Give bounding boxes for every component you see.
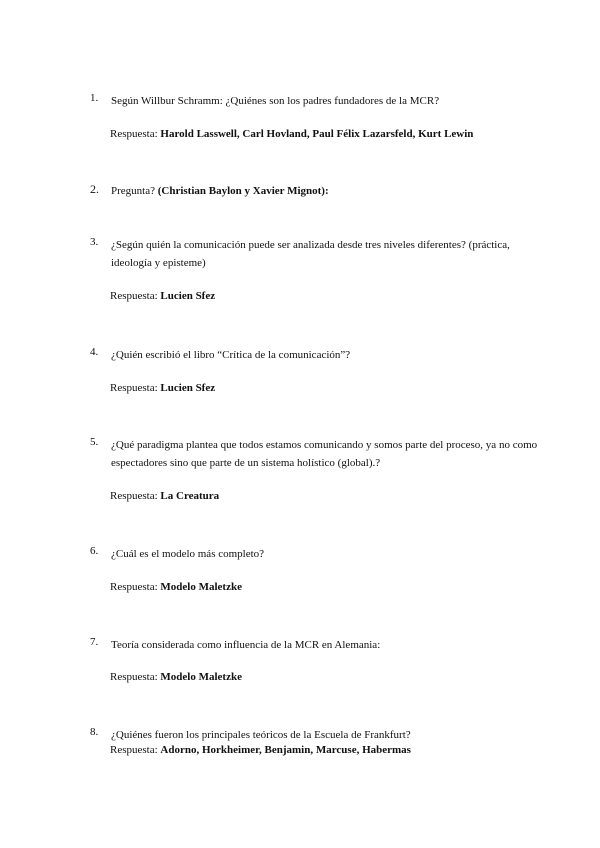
question-number: 5. bbox=[90, 436, 99, 448]
answer-label: Respuesta: bbox=[110, 382, 158, 394]
question-text: ¿Quiénes fueron los principales teóricos de la Escuela de Frankfurt? bbox=[111, 729, 411, 741]
answer-value: Modelo Maletzke bbox=[160, 581, 242, 593]
answer-value: Harold Lasswell, Carl Hovland, Paul Félix Lazarsfeld, Kurt Lewin bbox=[160, 128, 474, 140]
question-text: Teoría considerada como influencia de la MCR en Alemania: bbox=[111, 639, 381, 651]
answer-label: Respuesta: bbox=[110, 744, 158, 756]
answer-label: Respuesta: bbox=[110, 581, 158, 593]
answer-line bbox=[110, 290, 215, 302]
question-number: 2. bbox=[90, 182, 99, 196]
answer-line bbox=[110, 490, 219, 502]
question-number: 1. bbox=[90, 92, 99, 104]
question-text-bold: (Christian Baylon y Xavier Mignot): bbox=[157, 185, 329, 197]
answer-label: Respuesta: bbox=[110, 490, 158, 502]
question-number: 7. bbox=[90, 636, 99, 648]
question-text: Según Willbur Schramm: ¿Quiénes son los padres fundadores de la MCR? bbox=[111, 95, 440, 107]
answer-line bbox=[110, 128, 473, 140]
answer-line bbox=[110, 671, 242, 683]
answer-value: Modelo Maletzke bbox=[160, 671, 242, 683]
question-number: 3. bbox=[90, 236, 99, 248]
question-text bbox=[111, 182, 541, 200]
answer-label: Respuesta: bbox=[110, 128, 158, 140]
question-text: ¿Cuál es el modelo más completo? bbox=[111, 548, 265, 560]
question-text: ¿Según quién la comunicación puede ser analizada desde tres niveles diferentes? (práctica, ideología y episteme) bbox=[111, 239, 510, 269]
question-number: 4. bbox=[90, 346, 99, 358]
answer-value: La Creatura bbox=[160, 490, 220, 502]
question-text: ¿Quién escribió el libro “Crítica de la comunicación”? bbox=[111, 349, 351, 361]
question-text-plain: Pregunta? bbox=[111, 185, 155, 197]
question-number: 8. bbox=[90, 726, 99, 738]
answer-value: Adorno, Horkheimer, Benjamin, Marcuse, Habermas bbox=[160, 744, 411, 756]
answer-value: Lucien Sfez bbox=[160, 290, 216, 302]
answer-value: Lucien Sfez bbox=[160, 382, 216, 394]
answer-line bbox=[110, 744, 411, 756]
answer-line bbox=[110, 581, 242, 593]
question-text: ¿Qué paradigma plantea que todos estamos comunicando y somos parte del proceso, ya no como espectadores sino que parte de un sistema holístico (global).? bbox=[111, 439, 538, 469]
answer-label: Respuesta: bbox=[110, 290, 158, 302]
answer-label: Respuesta: bbox=[110, 671, 158, 683]
answer-line bbox=[110, 382, 215, 394]
question-number: 6. bbox=[90, 545, 99, 557]
